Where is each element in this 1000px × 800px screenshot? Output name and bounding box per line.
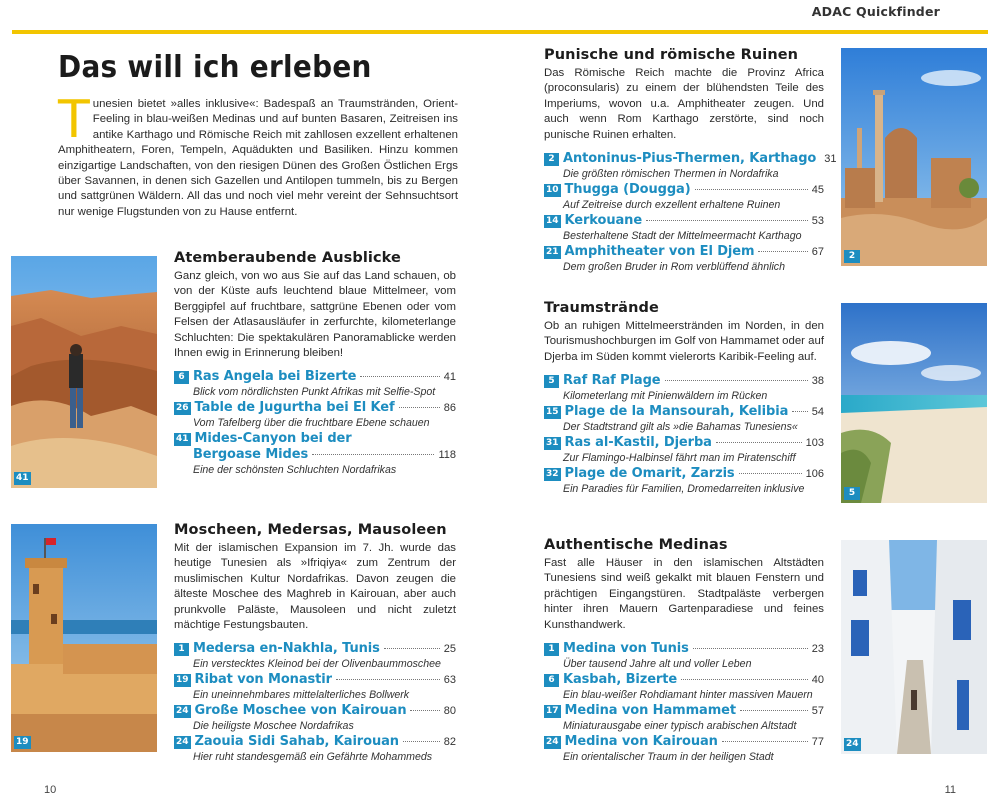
thermen-photo bbox=[841, 48, 987, 266]
entry-number: 6 bbox=[544, 674, 559, 687]
quickfinder-label: ADAC Quickfinder bbox=[811, 4, 940, 19]
entry-number: 1 bbox=[174, 643, 189, 656]
entry-title[interactable]: Ras al-Kastil, Djerba bbox=[564, 435, 712, 451]
entry-page: 82 bbox=[443, 736, 456, 749]
entry-desc: Ein orientalischer Traum in der heiligen Stadt bbox=[563, 751, 774, 764]
entry-page: 67 bbox=[811, 246, 824, 259]
entry-number: 31 bbox=[546, 438, 559, 449]
entry-page: 23 bbox=[811, 643, 824, 656]
entry-desc: Zur Flamingo-Halbinsel fährt man im Piratenschiff bbox=[563, 452, 796, 465]
entry-title[interactable]: Zaouia Sidi Sahab, Kairouan bbox=[194, 734, 399, 750]
section-heading: Authentische Medinas bbox=[544, 537, 728, 553]
entry-desc: Ein uneinnehmbares mittelalterliches Bollwerk bbox=[193, 689, 410, 702]
list-item[interactable] bbox=[544, 435, 824, 465]
entry-number: 1 bbox=[544, 643, 559, 656]
page-number-left: 10 bbox=[44, 784, 57, 796]
leader-dots bbox=[403, 741, 440, 742]
list-item[interactable] bbox=[544, 672, 824, 702]
entry-page: 25 bbox=[443, 643, 456, 656]
entry-title[interactable]: Antoninus-Pius-Thermen, Karthago bbox=[563, 151, 817, 167]
entry-number: 10 bbox=[546, 185, 559, 196]
entry-title[interactable]: Plage de la Mansourah, Kelibia bbox=[564, 404, 789, 420]
entry-number: 24 bbox=[546, 737, 559, 748]
section-body: Das Römische Reich machte die Provinz Africa (proconsularis) zu einem der blühendsten Teile des Imperiums, wovon u.a. Amphitheater zeugen. Und auch wenn Rom Karthago zerstörte, sind noch punische Ruinen erhalten. bbox=[544, 67, 824, 141]
entry-title[interactable]: Kerkouane bbox=[564, 213, 643, 229]
list-item[interactable] bbox=[174, 641, 456, 671]
list-item[interactable] bbox=[544, 244, 824, 274]
list-item[interactable] bbox=[544, 151, 837, 181]
intro-text: unesien bietet »alles inklusive«: Badespaß an Traumstränden, Orient-Feeling in blau-weißen Medinas und auf bunten Basaren, Zeitreisen ins antike Karthago und Römische Reich mit zahllosen exzellent erhaltenen Amphitheatern, Foren, Tempeln, Aquädukten und Basiliken. Hinzu kommen einzigartige Landschaften, von den riesigen Dünen des Großen Östlichen Ergs über Savannen, in denen sich Gazellen und Antilopen tummeln, bis zu Bergen und sattgrünen Wäldern. All das und noch viel mehr vereint der Sehnsuchtsort nur wenige Flugstunden von zu Hause entfernt. bbox=[58, 98, 458, 218]
leader-dots bbox=[792, 411, 808, 412]
section-heading: Traumstrände bbox=[544, 300, 659, 316]
entry-desc: Eine der schönsten Schluchten Nordafrikas bbox=[193, 464, 397, 477]
section-body: Ob an ruhigen Mittelmeerstränden im Norden, in den Tourismushochburgen im Golf von Hammamet oder auf Djerba im Süden kommt vielerorts Karibik-Feeling auf. bbox=[544, 320, 824, 363]
entry-desc: Der Stadtstrand gilt als »die Bahamas Tunesiens« bbox=[563, 421, 798, 434]
leader-dots bbox=[740, 710, 808, 711]
section-body: Ganz gleich, von wo aus Sie auf das Land schauen, ob von der Küste aufs leuchtend blaue Mittelmeer, vom Berggipfel auf fruchtbare, sattgrüne Ebenen oder vom Felsen der Atlasausläufer in zerfurchte, kilometerlange Schluchten: Die spektakulären Panoramablicke werden Ihnen ewig in Erinnerung bleiben! bbox=[174, 270, 456, 360]
list-item[interactable] bbox=[544, 213, 824, 243]
entry-number: 32 bbox=[546, 469, 559, 480]
entry-page: 63 bbox=[443, 674, 456, 687]
list-item[interactable] bbox=[174, 400, 456, 430]
list-item[interactable] bbox=[544, 641, 824, 671]
leader-dots bbox=[758, 251, 807, 252]
entry-desc: Vom Tafelberg über die fruchtbare Ebene schauen bbox=[193, 417, 430, 430]
list-item[interactable] bbox=[544, 373, 824, 403]
entry-title[interactable]: Amphitheater von El Djem bbox=[564, 244, 755, 260]
list-item[interactable] bbox=[544, 703, 824, 733]
entry-number: 19 bbox=[176, 675, 189, 686]
entry-title[interactable]: Raf Raf Plage bbox=[563, 373, 661, 389]
leader-dots bbox=[646, 220, 808, 221]
intro-paragraph bbox=[58, 90, 458, 220]
entry-number: 41 bbox=[176, 434, 189, 445]
entry-title-cont[interactable]: Bergoase Mides bbox=[193, 447, 309, 463]
entry-page: 118 bbox=[438, 449, 456, 462]
section-body: Mit der islamischen Expansion im 7. Jh. wurde das heutige Tunesien als »Ifriqiya« zum Zentrum der muslimischen Kultur Nordafrikas. Davon zeugen die älteste Moschee des Maghreb in Kairouan, aber auch prunkvolle Paläste, Mausoleen und nicht zuletzt mächtige Festungsbauten. bbox=[174, 542, 456, 632]
entry-number: 24 bbox=[176, 706, 189, 717]
leader-dots bbox=[399, 407, 440, 408]
leader-dots bbox=[312, 454, 434, 455]
photo-badge: 5 bbox=[844, 487, 860, 500]
entry-page: 86 bbox=[443, 402, 456, 415]
section-heading: Punische und römische Ruinen bbox=[544, 47, 799, 63]
entry-title[interactable]: Medersa en-Nakhla, Tunis bbox=[193, 641, 380, 657]
entry-desc: Über tausend Jahre alt und voller Leben bbox=[563, 658, 752, 671]
entry-title[interactable]: Ribat von Monastir bbox=[194, 672, 332, 688]
section-moscheen bbox=[174, 522, 456, 765]
entry-desc: Ein blau-weißer Rohdiamant hinter massiven Mauern bbox=[563, 689, 813, 702]
canyon-photo bbox=[11, 256, 157, 488]
section-ausblicke bbox=[174, 250, 456, 478]
entry-desc: Besterhaltene Stadt der Mittelmeermacht Karthago bbox=[563, 230, 802, 243]
entry-page: 53 bbox=[811, 215, 824, 228]
beach-photo bbox=[841, 303, 987, 503]
entry-desc: Blick vom nördlichsten Punkt Afrikas mit Selfie-Spot bbox=[193, 386, 436, 399]
leader-dots bbox=[336, 679, 440, 680]
leader-dots bbox=[722, 741, 808, 742]
entry-title[interactable]: Medina von Tunis bbox=[563, 641, 689, 657]
list-item[interactable] bbox=[174, 703, 456, 733]
list-item[interactable] bbox=[544, 466, 824, 496]
leader-dots bbox=[410, 710, 439, 711]
entry-number: 2 bbox=[544, 153, 559, 166]
entry-title[interactable]: Plage de Omarit, Zarzis bbox=[564, 466, 735, 482]
list-item[interactable] bbox=[544, 404, 824, 434]
entry-number: 17 bbox=[546, 706, 559, 717]
entry-number: 5 bbox=[544, 375, 559, 388]
entry-number: 15 bbox=[546, 407, 559, 418]
entry-number: 26 bbox=[176, 403, 189, 414]
section-heading: Atemberaubende Ausblicke bbox=[174, 250, 401, 266]
entry-page: 103 bbox=[805, 437, 824, 450]
entry-page: 45 bbox=[811, 184, 824, 197]
leader-dots bbox=[695, 189, 808, 190]
section-medinas bbox=[544, 537, 824, 765]
entry-desc: Hier ruht standesgemäß ein Gefährte Mohammeds bbox=[193, 751, 433, 764]
entry-desc: Dem großen Bruder in Rom verblüffend ähnlich bbox=[563, 261, 785, 274]
entry-desc: Auf Zeitreise durch exzellent erhaltene Ruinen bbox=[563, 199, 781, 212]
leader-dots bbox=[693, 648, 808, 649]
entry-number: 21 bbox=[546, 247, 559, 258]
entry-title[interactable]: Table de Jugurtha bei El Kef bbox=[194, 400, 395, 416]
entry-desc: Kilometerlang mit Pinienwäldern im Rücken bbox=[563, 390, 768, 403]
entry-number: 14 bbox=[546, 216, 559, 227]
entry-desc: Die heiligste Moschee Nordafrikas bbox=[193, 720, 354, 733]
entry-desc: Miniaturausgabe einer typisch arabischen Altstadt bbox=[563, 720, 797, 733]
entry-number: 6 bbox=[174, 371, 189, 384]
entry-desc: Ein Paradies für Familien, Dromedarreiten inklusive bbox=[563, 483, 805, 496]
entry-page: 41 bbox=[443, 371, 456, 384]
medina-photo bbox=[841, 540, 987, 754]
entry-title[interactable]: Kasbah, Bizerte bbox=[563, 672, 678, 688]
leader-dots bbox=[384, 648, 440, 649]
section-ruinen bbox=[544, 47, 837, 275]
page-title: Das will ich erleben bbox=[58, 50, 372, 85]
entry-title[interactable]: Medina von Kairouan bbox=[564, 734, 718, 750]
entry-title[interactable]: Mides-Canyon bei der bbox=[194, 431, 352, 447]
photo-badge: 19 bbox=[16, 737, 29, 747]
ribat-photo bbox=[11, 524, 157, 752]
section-heading: Moscheen, Medersas, Mausoleen bbox=[174, 522, 447, 538]
entry-desc: Ein verstecktes Kleinod bei der Olivenbaummoschee bbox=[193, 658, 441, 671]
entry-page: 54 bbox=[811, 406, 824, 419]
entry-page: 40 bbox=[811, 674, 824, 687]
list-item[interactable] bbox=[174, 672, 456, 702]
list-item[interactable] bbox=[174, 734, 456, 764]
section-body: Fast alle Häuser in den islamischen Altstädten Tunesiens sind weiß gekalkt mit blauen Fenstern und prächtigen Eingangstüren. Stadtpaläste verbergen hinter ihren Mauern Gartenparadiese und feines Kunsthandwerk. bbox=[544, 557, 824, 631]
entry-page: 77 bbox=[811, 736, 824, 749]
entry-number: 24 bbox=[176, 737, 189, 748]
photo-badge: 41 bbox=[16, 473, 29, 483]
entry-page: 38 bbox=[811, 375, 824, 388]
leader-dots bbox=[360, 376, 439, 377]
leader-dots bbox=[739, 473, 802, 474]
entry-page: 80 bbox=[443, 705, 456, 718]
entry-page: 106 bbox=[805, 468, 824, 481]
section-straende bbox=[544, 300, 824, 497]
entry-page: 57 bbox=[811, 705, 824, 718]
page-number-right: 11 bbox=[944, 784, 956, 796]
entry-title[interactable]: Thugga (Dougga) bbox=[564, 182, 691, 198]
list-item[interactable] bbox=[174, 369, 456, 399]
entry-title[interactable]: Medina von Hammamet bbox=[564, 703, 736, 719]
list-item[interactable] bbox=[174, 431, 456, 477]
entry-desc: Die größten römischen Thermen in Nordafrika bbox=[563, 168, 779, 181]
leader-dots bbox=[665, 380, 808, 381]
entry-page: 31 bbox=[824, 153, 837, 166]
photo-badge: 2 bbox=[844, 250, 860, 263]
entry-title[interactable]: Große Moschee von Kairouan bbox=[194, 703, 407, 719]
leader-dots bbox=[716, 442, 802, 443]
dropcap: T bbox=[58, 90, 90, 150]
entry-title[interactable]: Ras Angela bei Bizerte bbox=[193, 369, 357, 385]
list-item[interactable] bbox=[544, 182, 824, 212]
leader-dots bbox=[681, 679, 808, 680]
top-rule bbox=[12, 30, 988, 34]
list-item[interactable] bbox=[544, 734, 824, 764]
photo-badge: 24 bbox=[846, 739, 859, 749]
